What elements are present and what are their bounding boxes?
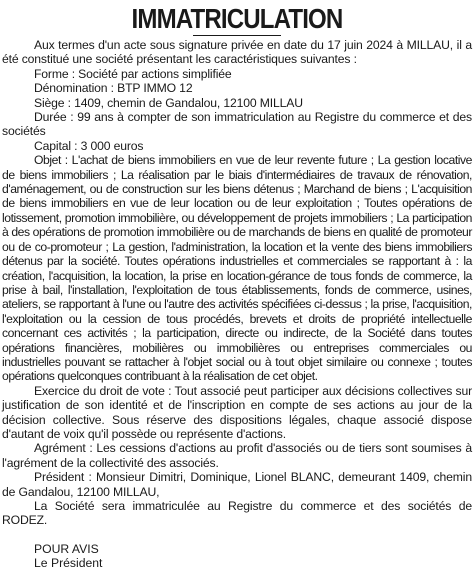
vote-paragraph: Exercice du droit de vote : Tout associé peut participer aux décisions collectives sur justification de son identité et de l'inscription en compte de ses actions au jour de la décision collective. Sous réserve des dispositions légales, chaque associé dispose d'autant de voix qu'il possède ou représente d'actions. [2,383,472,441]
title-underline [193,35,281,36]
agrement-paragraph: Agrément : Les cessions d'actions au profit d'associés ou de tiers sont soumises à l'agrément de la collectivité des associés. [2,441,472,470]
denomination-line: Dénomination : BTP IMMO 12 [34,81,193,96]
objet-paragraph: Objet : L'achat de biens immobiliers en vue de leur revente future ; La gestion locative de biens immobiliers ; La réalisation par le biais d'intermédiaires de travaux de rénovation, d'aménagement, ou de construction sur les biens détenus ; Marchand de biens ; L'acquisition de biens immobiliers en vue de leur location ou de leur exploitation ; Toutes opérations de lotissement, promotion immobilière, ou développement de projets immobiliers ; La participation à des opérations de promotion immobilière ou de marchands de biens en qualité de promoteur ou de co-promoteur ; La gestion, l'administration, la location et la vente des biens immobiliers détenus par la société. Toutes opérations industrielles et commerciales se rapportant à : la création, l'acquisition, la location, la prise en location-gérance de tous fonds de commerce, la prise à bail, l'installation, l'exploitation de tous établissements, fonds de commerce, usines, ateliers, se rapportant à l'une ou l'autre des activités spécifiées ci-dessus ; la prise, l'acquisition, l'exploitation ou la cession de tous procédés, brevets et droits de propriété intellectuelle concernant ces activités ; la participation, directe ou indirecte, de la Société dans toutes opérations financières, mobilières ou immobilières ou entreprises commerciales ou industrielles pouvant se rattacher à l'objet social ou à tout objet similaire ou connexe ; toutes opérations quelconques contribuant à la réalisation de cet objet. [2,153,472,384]
notice-title: IMMATRICULATION [131,3,343,34]
forme-line: Forme : Société par actions simplifiée [34,66,232,81]
signature-spacer [2,528,472,542]
rcs-paragraph: La Société sera immatriculée au Registre du commerce et des sociétés de RODEZ. [2,499,472,528]
pour-avis-line: POUR AVIS [34,541,99,556]
duree-paragraph: Durée : 99 ans à compter de son immatriculation au Registre du commerce et des sociétés [2,110,472,139]
siege-line: Siège : 1409, chemin de Gandalou, 12100 MILLAU [34,95,303,110]
signature-block [2,542,472,571]
signatory-line: Le Président [34,556,103,571]
notice-body [2,38,472,528]
president-paragraph: Président : Monsieur Dimitri, Dominique, Lionel BLANC, demeurant 1409, chemin de Gandalou, 12100 MILLAU, [2,470,472,499]
capital-line: Capital : 3 000 euros [34,138,144,153]
intro-paragraph: Aux termes d'un acte sous signature privée en date du 17 juin 2024 à MILLAU, il a été constitué une société présentant les caractéristiques suivantes : [2,38,472,67]
